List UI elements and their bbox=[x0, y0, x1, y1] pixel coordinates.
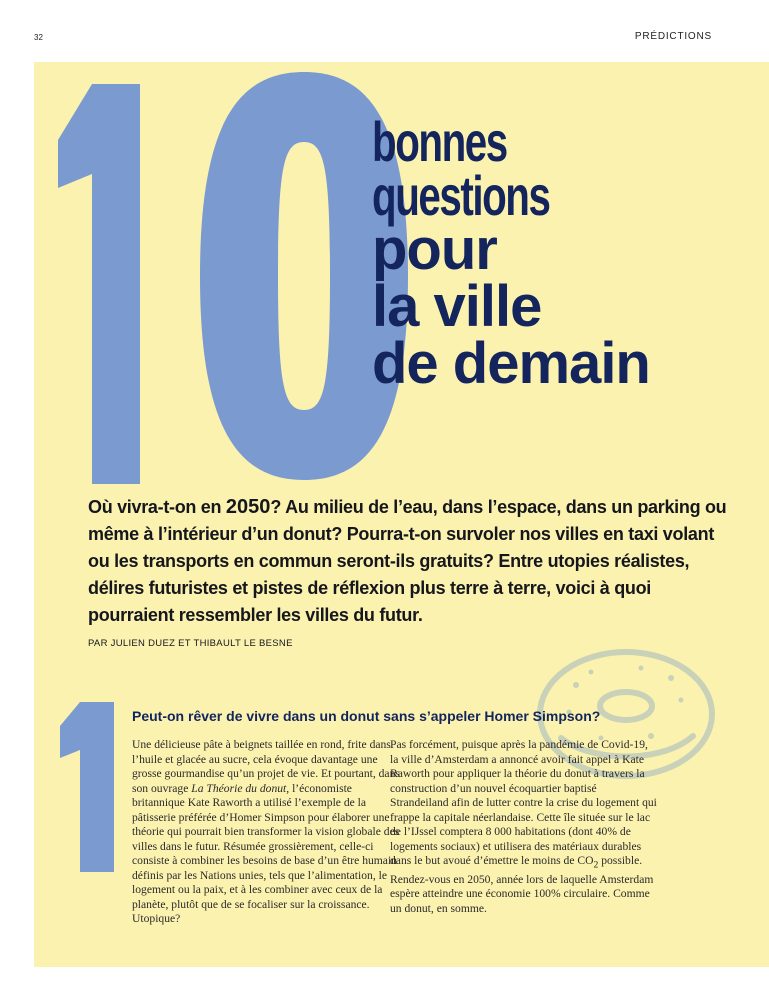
book-title: La Théorie du donut bbox=[191, 781, 287, 795]
article-title bbox=[372, 110, 650, 396]
lede-text: ? Au milieu de l’eau, dans l’espace, dans un parking ou même à l’intérieur d’un donut? Pourra-t-on survoler nos villes en taxi volant ou les transports en commun seront-ils gratuits? Entre utopies réalistes, délires futuristes et pistes de réflexion plus terre à terre, voici à quoi pourraient ressembler les villes du futur. bbox=[88, 497, 727, 625]
title-line: pour bbox=[372, 217, 497, 282]
co2-subscript: 2 bbox=[593, 859, 599, 871]
donut-hole bbox=[600, 692, 652, 720]
title-line: questions bbox=[372, 164, 550, 227]
big-numeral-ten bbox=[56, 62, 416, 494]
body-text: , l’économiste britannique Kate Raworth a utilisé l’exemple de la pâtisserie préférée d’Homer Simpson pour élaborer une théorie qui pourrait bien transformer la vision globale des villes dans le futur. Résumée grossièrement, celle-ci consiste à combiner les besoins de base d’un être humain définis par les Nations unies, tels que l’alimentation, le logement ou la paix, et à les combiner avec ceux de la planète, plutôt que de se focaliser sur la croissance. Utopique? bbox=[132, 781, 400, 925]
body-text: possible. Rendez-vous en 2050, année lors de laquelle Amsterdam espère atteindre une économie 100% circulaire. Comme un donut, en somme. bbox=[390, 854, 654, 915]
section-label: PRÉDICTIONS bbox=[634, 31, 712, 42]
title-line: de demain bbox=[372, 330, 650, 396]
body-column-left bbox=[132, 738, 400, 927]
title-line: la ville bbox=[372, 273, 542, 339]
question-heading: Peut-on rêver de vivre dans un donut sans s’appeler Homer Simpson? bbox=[132, 708, 601, 724]
body-text: Pas forcément, puisque après la pandémie de Covid-19, la ville d’Amsterdam a annoncé avoir fait appel à Kate Raworth pour appliquer la théorie du donut à travers la construction d’un nouvel écoquartier baptisé Strandeiland afin de lutter contre la crise du logement qui frappe la capitale néerlandaise. Cette île située sur le lac de l’IJssel comptera 8 000 habitations (dont 40% de logements sociaux) et utilisera des matériaux durables dans le but avoué d’émettre le moins de CO bbox=[390, 738, 657, 867]
item-number-one-shape bbox=[60, 702, 114, 872]
lede-year: 2050 bbox=[225, 496, 271, 518]
big-numeral-one-shape bbox=[58, 84, 140, 484]
body-text: Une délicieuse pâte à beignets taillée en rond, frite dans l’huile et glacée au sucre, cela évoque davantage une grosse gourmandise qu’un projet de vie. Et pourtant, dans son ouvrage bbox=[132, 738, 400, 795]
byline: PAR JULIEN DUEZ ET THIBAULT LE BESNE bbox=[88, 638, 293, 649]
article-panel bbox=[34, 62, 769, 967]
title-line: bonnes bbox=[372, 110, 507, 173]
lede-paragraph bbox=[88, 494, 728, 629]
item-number-one bbox=[56, 696, 126, 876]
page-number: 32 bbox=[34, 33, 43, 42]
body-column-right bbox=[390, 738, 658, 916]
lede-text: Où vivra-t-on en bbox=[88, 497, 226, 517]
